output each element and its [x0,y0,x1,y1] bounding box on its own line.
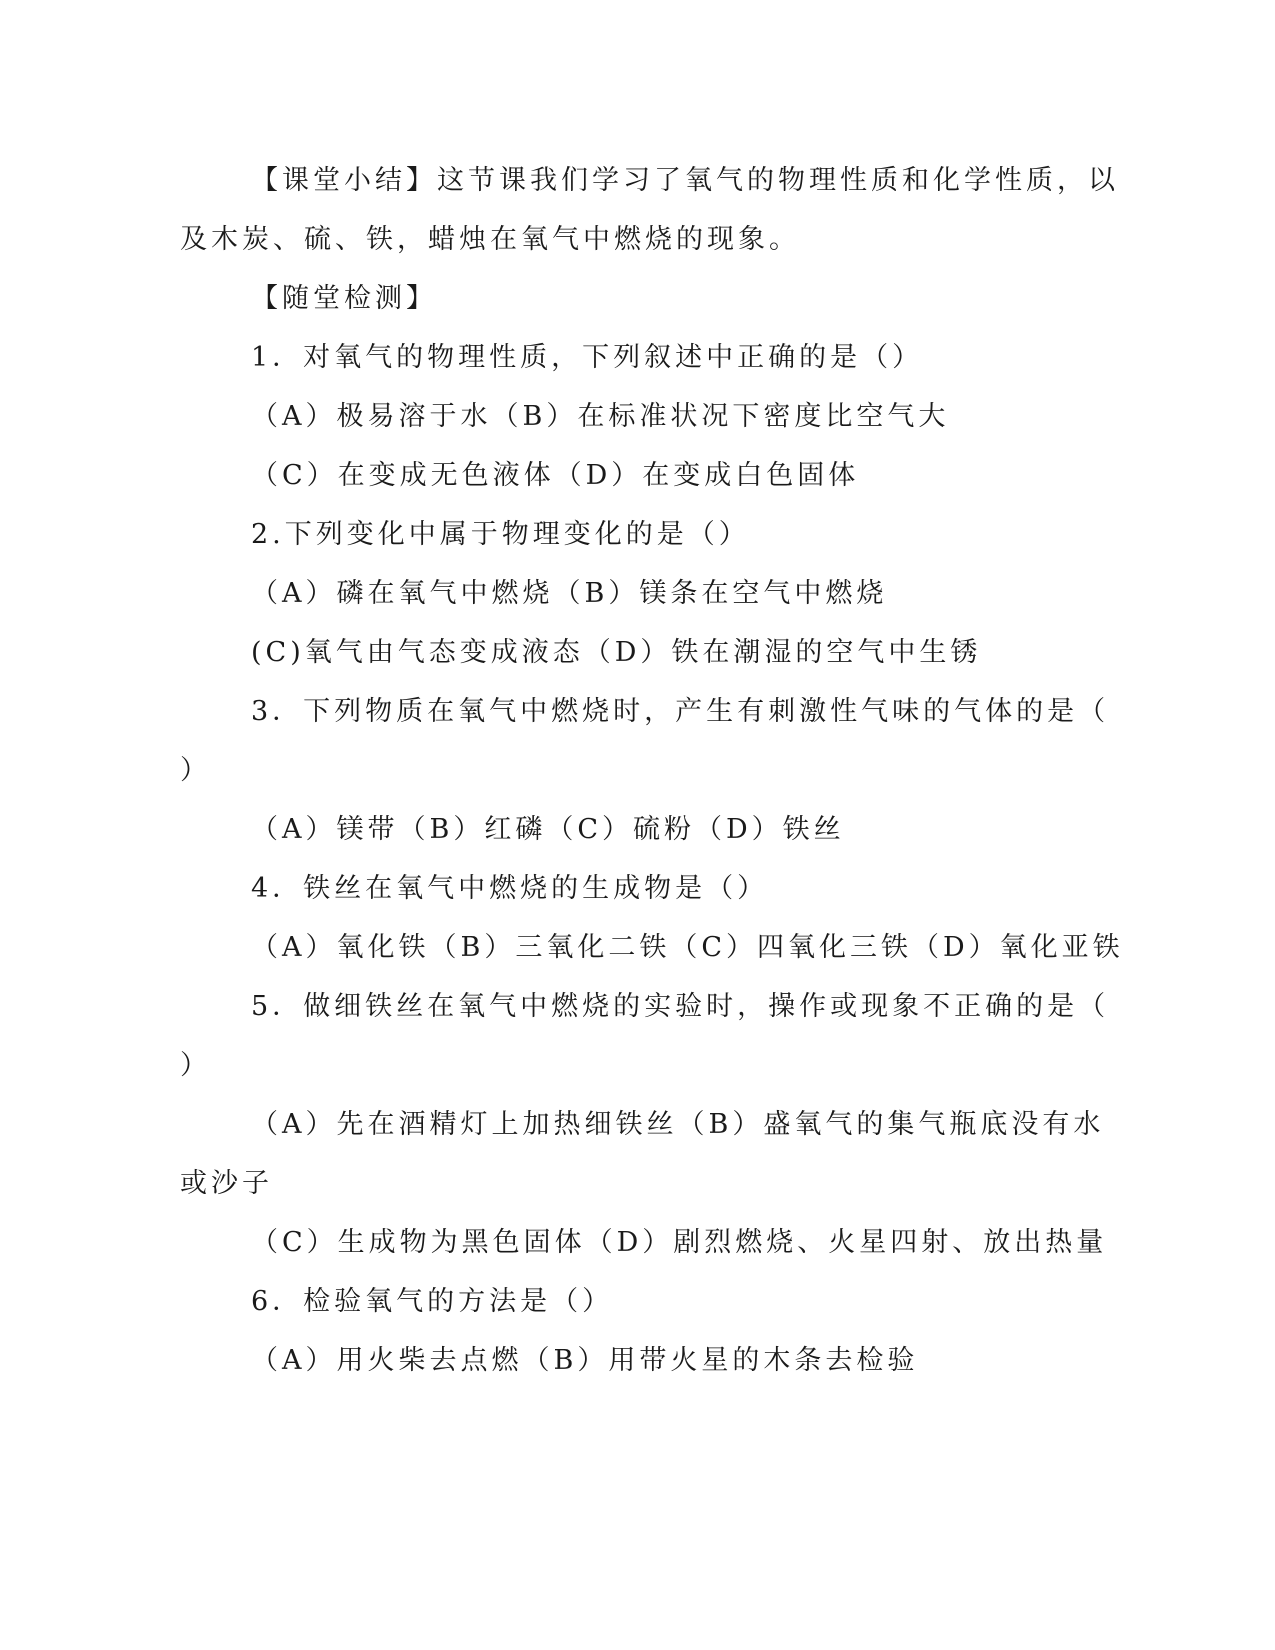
question-1-options-line-1: （A）极易溶于水（B）在标准状况下密度比空气大 [251,401,950,432]
question-5-options-line-3: （C）生成物为黑色固体（D）剧烈燃烧、火星四射、放出热量 [251,1227,1108,1258]
question-6-stem: 6．检验氧气的方法是（） [251,1286,614,1317]
question-4-options-line-1: （A）氧化铁（B）三氧化二铁（C）四氧化三铁（D）氧化亚铁 [251,932,1124,963]
question-1-stem: 1．对氧气的物理性质，下列叙述中正确的是（） [251,342,924,373]
question-6-options-line-1: （A）用火柴去点燃（B）用带火星的木条去检验 [251,1345,919,1376]
question-5-options-line-1: （A）先在酒精灯上加热细铁丝（B）盛氧气的集气瓶底没有水 [251,1109,1105,1140]
quiz-heading: 【随堂检测】 [251,283,437,314]
question-5-stem: 5．做细铁丝在氧气中燃烧的实验时，操作或现象不正确的是（ [251,991,1110,1022]
summary-line-2: 及木炭、硫、铁，蜡烛在氧气中燃烧的现象。 [180,224,800,255]
question-4-stem: 4．铁丝在氧气中燃烧的生成物是（） [251,873,769,904]
summary-line-1: 【课堂小结】这节课我们学习了氧气的物理性质和化学性质，以 [251,165,1119,196]
question-3-stem: 3．下列物质在氧气中燃烧时，产生有刺激性气味的气体的是（ [251,696,1110,727]
question-1-options-line-2: （C）在变成无色液体（D）在变成白色固体 [251,460,860,491]
question-3-stem-continuation: ） [180,755,211,786]
question-2-options-line-1: （A）磷在氧气中燃烧（B）镁条在空气中燃烧 [251,578,888,609]
question-5-options-line-2: 或沙子 [180,1168,273,1199]
question-2-stem: 2.下列变化中属于物理变化的是（） [251,519,750,550]
question-2-options-line-2: (C)氧气由气态变成液态（D）铁在潮湿的空气中生锈 [251,637,982,668]
question-5-stem-continuation: ） [180,1050,211,1081]
question-3-options-line-1: （A）镁带（B）红磷（C）硫粉（D）铁丝 [251,814,845,845]
